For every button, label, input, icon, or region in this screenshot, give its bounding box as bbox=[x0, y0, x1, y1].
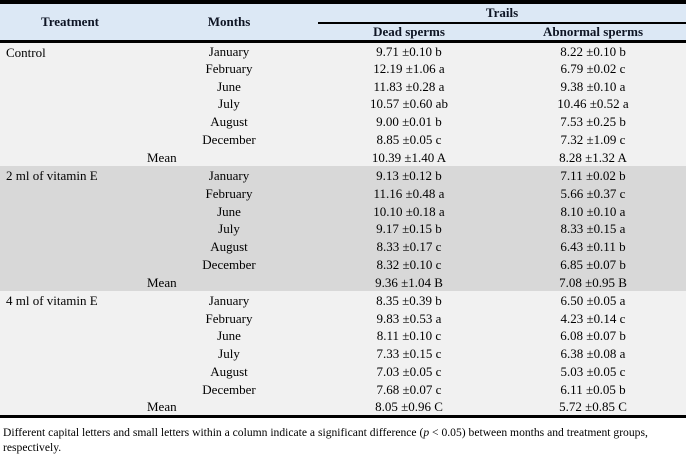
dead-sperms-value: 9.83 ±0.53 a bbox=[376, 310, 442, 326]
month-cell: February bbox=[205, 185, 253, 201]
dead-sperms-value: 7.03 ±0.05 c bbox=[376, 364, 442, 380]
abnormal-sperms-mean-value: 7.08 ±0.95 B bbox=[559, 274, 627, 290]
abnormal-sperms-value: 6.50 ±0.05 a bbox=[560, 292, 626, 308]
abnormal-sperms-value: 8.22 ±0.10 b bbox=[560, 43, 626, 59]
table-footnote bbox=[0, 425, 686, 456]
abnormal-sperms-value: 6.08 ±0.07 b bbox=[560, 328, 626, 344]
month-cell: January bbox=[208, 292, 250, 308]
dead-sperms-mean-value: 10.39 ±1.40 A bbox=[371, 149, 447, 165]
table-row bbox=[0, 42, 686, 60]
dead-sperms-value: 10.57 ±0.60 ab bbox=[370, 96, 448, 112]
dead-sperms-value: 11.83 ±0.28 a bbox=[373, 78, 445, 94]
abnormal-sperms-value: 5.66 ±0.37 c bbox=[560, 185, 626, 201]
abnormal-sperms-value: 10.46 ±0.52 a bbox=[557, 96, 629, 112]
treatment-cell: Control bbox=[6, 45, 46, 60]
month-cell: June bbox=[217, 328, 241, 344]
column-header-abnormal-sperms: Abnormal sperms bbox=[500, 23, 686, 42]
dead-sperms-value: 8.35 ±0.39 b bbox=[376, 292, 442, 308]
dead-sperms-value: 9.00 ±0.01 b bbox=[376, 114, 442, 130]
month-cell: June bbox=[217, 78, 241, 94]
month-cell: June bbox=[217, 203, 241, 219]
footnote-text-part1: Different capital letters and small letters within a column indicate a significant difference ( bbox=[3, 425, 424, 439]
mean-label: Mean bbox=[147, 149, 177, 165]
section-2ml-vitamin-e bbox=[0, 166, 686, 291]
dead-sperms-value: 7.33 ±0.15 c bbox=[376, 346, 442, 362]
abnormal-sperms-value: 7.53 ±0.25 b bbox=[560, 114, 626, 130]
dead-sperms-value: 9.71 ±0.10 b bbox=[376, 43, 442, 59]
abnormal-sperms-value: 6.11 ±0.05 b bbox=[560, 381, 626, 397]
mean-label: Mean bbox=[147, 399, 177, 415]
abnormal-sperms-value: 5.03 ±0.05 c bbox=[560, 364, 626, 380]
dead-sperms-value: 8.32 ±0.10 c bbox=[376, 257, 442, 273]
dead-sperms-value: 8.85 ±0.05 c bbox=[376, 132, 442, 148]
month-cell: December bbox=[202, 132, 256, 148]
month-cell: January bbox=[208, 167, 250, 183]
footnote-p-symbol: p bbox=[423, 425, 430, 439]
dead-sperms-mean-value: 9.36 ±1.04 B bbox=[375, 274, 443, 290]
abnormal-sperms-value: 8.10 ±0.10 a bbox=[560, 203, 626, 219]
month-cell: December bbox=[202, 257, 256, 273]
abnormal-sperms-value: 8.33 ±0.15 a bbox=[560, 221, 626, 237]
dead-sperms-value: 11.16 ±0.48 a bbox=[373, 185, 445, 201]
section-control bbox=[0, 42, 686, 167]
abnormal-sperms-value: 6.43 ±0.11 b bbox=[560, 239, 626, 255]
table-row bbox=[0, 166, 686, 184]
month-cell: July bbox=[218, 96, 240, 112]
header-row-top bbox=[0, 2, 686, 23]
abnormal-sperms-value: 6.85 ±0.07 b bbox=[560, 257, 626, 273]
abnormal-sperms-mean-value: 5.72 ±0.85 C bbox=[559, 399, 627, 415]
dead-sperms-value: 8.33 ±0.17 c bbox=[376, 239, 442, 255]
footnote-text-part2: < 0.05) between months and treatment groups, respectively. bbox=[3, 425, 648, 455]
month-cell: January bbox=[208, 43, 250, 59]
abnormal-sperms-value: 9.38 ±0.10 a bbox=[560, 78, 626, 94]
month-cell: August bbox=[210, 114, 248, 130]
table-row bbox=[0, 291, 686, 309]
column-header-months: Months bbox=[140, 2, 318, 42]
abnormal-sperms-value: 4.23 ±0.14 c bbox=[560, 310, 626, 326]
month-cell: July bbox=[218, 221, 240, 237]
table-header bbox=[0, 2, 686, 42]
dead-sperms-value: 12.19 ±1.06 a bbox=[373, 60, 445, 76]
dead-sperms-value: 8.11 ±0.10 c bbox=[376, 328, 442, 344]
month-cell: February bbox=[205, 60, 253, 76]
abnormal-sperms-value: 7.11 ±0.02 b bbox=[560, 167, 626, 183]
abnormal-sperms-value: 6.38 ±0.08 a bbox=[560, 346, 626, 362]
dead-sperms-value: 10.10 ±0.18 a bbox=[373, 203, 445, 219]
dead-sperms-value: 9.17 ±0.15 b bbox=[376, 221, 442, 237]
column-header-dead-sperms: Dead sperms bbox=[318, 23, 500, 42]
dead-sperms-mean-value: 8.05 ±0.96 C bbox=[375, 399, 443, 415]
treatment-cell: 4 ml of vitamin E bbox=[6, 293, 98, 309]
treatment-cell: 2 ml of vitamin E bbox=[6, 168, 98, 184]
dead-sperms-value: 9.13 ±0.12 b bbox=[376, 167, 442, 183]
month-cell: February bbox=[205, 310, 253, 326]
column-header-treatment: Treatment bbox=[0, 2, 140, 42]
dead-sperms-value: 7.68 ±0.07 c bbox=[376, 381, 442, 397]
column-header-trails: Trails bbox=[318, 2, 686, 23]
section-4ml-vitamin-e bbox=[0, 291, 686, 416]
mean-label: Mean bbox=[147, 274, 177, 290]
month-cell: December bbox=[202, 381, 256, 397]
month-cell: July bbox=[218, 346, 240, 362]
abnormal-sperms-mean-value: 8.28 ±1.32 A bbox=[559, 149, 627, 165]
abnormal-sperms-value: 6.79 ±0.02 c bbox=[560, 60, 626, 76]
month-cell: August bbox=[210, 364, 248, 380]
abnormal-sperms-value: 7.32 ±1.09 c bbox=[560, 132, 626, 148]
month-cell: August bbox=[210, 239, 248, 255]
